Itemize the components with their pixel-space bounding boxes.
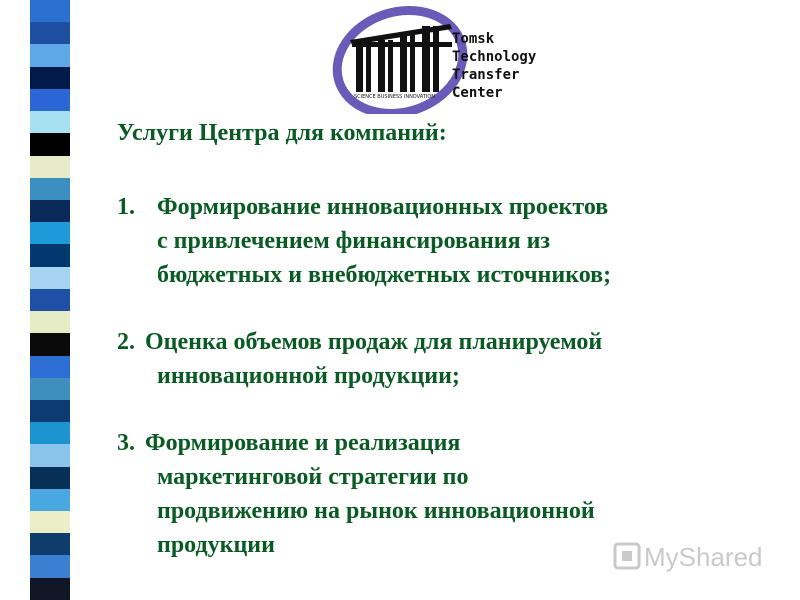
logo-name-line: Transfer — [452, 67, 520, 83]
color-block — [30, 0, 70, 22]
color-block — [30, 356, 70, 378]
color-block — [30, 111, 70, 133]
item-line: с привлечением финансирования из — [157, 228, 551, 254]
watermark — [612, 540, 772, 574]
logo-name-line: Technology — [452, 49, 537, 65]
color-block — [30, 22, 70, 44]
color-block — [30, 156, 70, 178]
service-item-2 — [117, 325, 777, 393]
color-block — [30, 289, 70, 311]
slide-heading: Услуги Центра для компаний: — [117, 120, 447, 146]
item-number: 2. — [117, 329, 135, 355]
item-line: бюджетных и внебюджетных источников; — [157, 262, 612, 288]
logo-motto: SCIENCE BUSINESS INNOVATION — [354, 94, 435, 100]
color-block — [30, 222, 70, 244]
logo-name — [452, 30, 536, 102]
tomsk-technology-transfer-center-logo — [330, 2, 540, 114]
color-block — [30, 444, 70, 466]
color-block — [30, 267, 70, 289]
service-item-1 — [117, 190, 777, 292]
color-block — [30, 89, 70, 111]
color-block — [30, 311, 70, 333]
color-block — [30, 200, 70, 222]
slide-body — [117, 116, 777, 562]
color-block — [30, 533, 70, 555]
item-line: продвижению на рынок инновационной — [157, 498, 595, 524]
color-block — [30, 178, 70, 200]
color-block — [30, 467, 70, 489]
item-number: 3. — [117, 430, 135, 456]
watermark-icon — [612, 540, 642, 572]
color-block — [30, 244, 70, 266]
logo-name-line: Tomsk — [452, 31, 495, 47]
decorative-sidebar — [0, 0, 92, 600]
color-block — [30, 67, 70, 89]
item-line: Оценка объемов продаж для планируемой — [145, 329, 603, 355]
color-block — [30, 422, 70, 444]
color-block — [30, 44, 70, 66]
color-block — [30, 555, 70, 577]
color-block — [30, 578, 70, 600]
color-block-strip — [30, 0, 70, 600]
item-line: маркетинговой стратегии по — [157, 464, 469, 490]
watermark-text: MyShared — [644, 542, 763, 572]
color-block — [30, 133, 70, 155]
color-block — [30, 378, 70, 400]
color-block — [30, 489, 70, 511]
item-number: 1. — [117, 194, 135, 220]
color-block — [30, 511, 70, 533]
item-line: Формирование и реализация — [145, 430, 461, 456]
item-line: инновационной продукции; — [157, 363, 460, 389]
logo-name-line: Center — [452, 85, 503, 101]
item-line: продукции — [157, 532, 275, 558]
item-line: Формирование инновационных проектов — [157, 194, 609, 220]
color-block — [30, 333, 70, 355]
color-block — [30, 400, 70, 422]
